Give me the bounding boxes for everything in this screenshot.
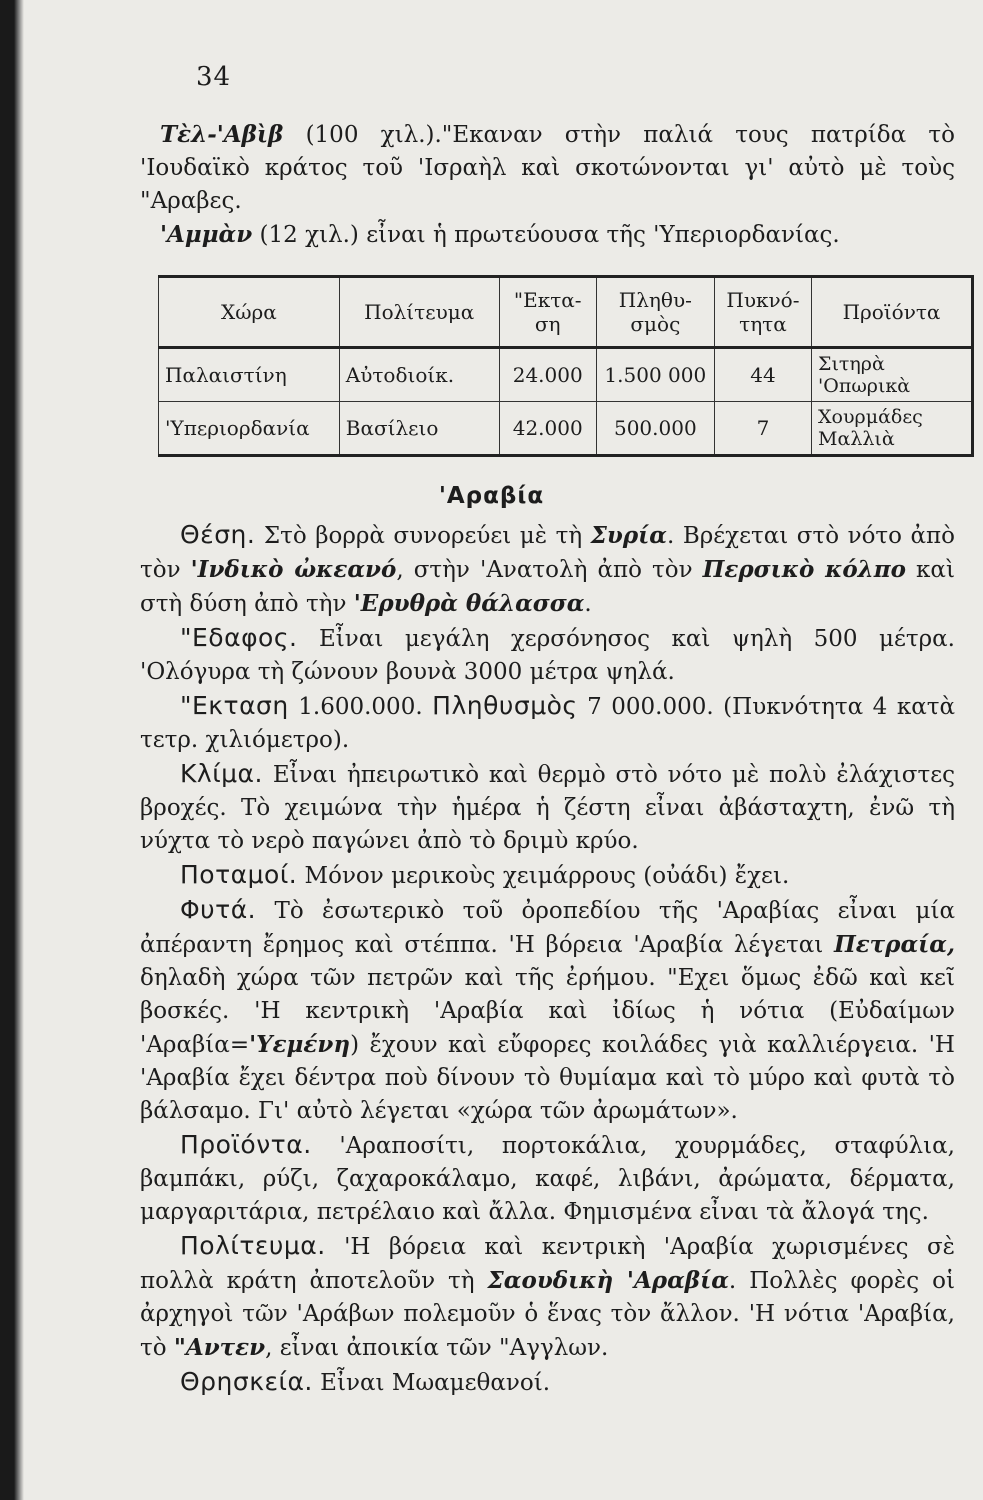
paragraph-heading: Ποταμοί. — [180, 860, 298, 889]
header-products: Προϊόντα — [812, 277, 973, 348]
paragraph-heading: "Εδαφος. — [180, 623, 298, 652]
header-area: "Εκτα- ση — [499, 277, 596, 348]
cell-country: 'Υπεριορδανία — [159, 402, 340, 456]
intro-term-telaviv: Τὲλ-'Αβὶβ — [160, 121, 284, 148]
paragraph — [140, 1229, 955, 1365]
cell-country: Παλαιστίνη — [159, 348, 340, 402]
intro-text-amman: (12 χιλ.) εἶναι ἡ πρωτεύουσα τῆς 'Υπεριορδανίας. — [252, 222, 840, 248]
paragraph-text: Εἶναι μεγάλη χερσόνησος καὶ ψηλὴ 500 μέτρα. 'Ολόγυρα τὴ ζώνουν βουνὰ 3000 μέτρα ψηλά. — [140, 626, 955, 685]
emphasized-term: Σαουδικὴ 'Αραβία — [487, 1267, 729, 1294]
paragraph-heading: Κλίμα. — [180, 759, 263, 788]
header-population: Πληθυ- σμὸς — [596, 277, 714, 348]
inline-heading: Πληθυσμὸς — [432, 691, 578, 720]
cell-products: Σιτηρὰ 'Οπωρικὰ — [812, 348, 973, 402]
cell-density: 44 — [714, 348, 811, 402]
cell-population: 1.500 000 — [596, 348, 714, 402]
emphasized-term: 'Ερυθρὰ θάλασσα — [353, 590, 585, 617]
emphasized-term: Πετραία, — [833, 931, 955, 958]
paragraph-text: 'Η βόρεια καὶ κεντρικὴ 'Αραβία χωρισμένες σὲ πολλὰ κράτη ἀποτελοῦν τὴ — [140, 1234, 955, 1294]
paragraph-text: , στὴν 'Ανατολὴ ἀπὸ τὸν — [396, 557, 703, 583]
cell-products: Χουρμάδες Μαλλιὰ — [812, 402, 973, 456]
paragraph-text: . — [584, 591, 592, 617]
emphasized-term: 'Ινδικὸ ὠκεανό — [190, 556, 397, 583]
paragraph-text: Εἶναι ἠπειρωτικὸ καὶ θερμὸ στὸ νότο μὲ πολὺ ἐλάχιστες βροχές. Τὸ χειμώνα τὴν ἡμέρα ἡ ζέστη εἶναι ἀβάσταχτη, ἐνῶ τὴ νύχτα τὸ νερὸ παγώνει ἀπὸ τὸ δριμὺ κρύο. — [140, 762, 955, 854]
cell-area: 42.000 — [499, 402, 596, 456]
section-title: 'Αραβία — [438, 483, 545, 509]
intro-text-telaviv: (100 χιλ.)."Εκαναν στὴν παλιά τους πατρίδα τὸ 'Ιουδαϊκὸ κράτος τοῦ 'Ισραὴλ καὶ σκοτώνονται γι' αὐτὸ μὲ τοὺς "Αραβες. — [140, 122, 955, 214]
paragraph — [140, 689, 955, 757]
header-regime: Πολίτευμα — [339, 277, 499, 348]
intro-term-amman: 'Αμμὰν — [160, 221, 253, 248]
emphasized-term: "Αντεν — [173, 1334, 266, 1361]
paragraph — [140, 518, 955, 621]
paragraph — [140, 621, 955, 689]
scan-edge-shadow — [0, 0, 24, 1500]
paragraph-text: . Βρέχεται στὸ νότο ἀπὸ τὸν — [140, 523, 956, 583]
cell-regime: Βασίλειο — [339, 402, 499, 456]
header-density: Πυκνό- τητα — [714, 277, 811, 348]
emphasized-term: 'Υεμένη — [249, 1031, 351, 1058]
paragraph-text: Τὸ ἐσωτερικὸ τοῦ ὀροπεδίου τῆς 'Αραβίας εἶναι μία ἀπέραντη ἔρημος καὶ στέππα. 'Η βόρεια 'Αραβία λέγεται — [140, 898, 955, 958]
table-row — [159, 402, 973, 456]
paragraph-text: 7 000.000. (Πυκνότητα 4 κατὰ τετρ. χιλιόμετρο). — [140, 694, 955, 753]
cell-density: 7 — [714, 402, 811, 456]
paragraph — [140, 1365, 955, 1400]
cell-population: 500.000 — [596, 402, 714, 456]
intro-paragraph-telaviv — [140, 118, 955, 218]
paragraph — [140, 1128, 955, 1229]
paragraph — [140, 893, 955, 1128]
paragraph-text: . Πολλὲς φορὲς οἱ ἀρχηγοὶ τῶν 'Αράβων πολεμοῦν ὁ ἕνας τὸν ἄλλον. 'Η νότια 'Αραβία, τὸ — [140, 1268, 956, 1361]
paragraph-text: δηλαδὴ χώρα τῶν πετρῶν καὶ τῆς ἐρήμου. "Εχει ὅμως ἐδῶ καὶ κεῖ βοσκές. 'Η κεντρικὴ 'Αραβία καὶ ἰδίως ἡ νότια (Εὐδαίμων 'Αραβία= — [140, 965, 955, 1058]
arabia-body-text — [140, 518, 955, 1400]
paragraph-text: Εἶναι Μωαμεθανοί. — [312, 1370, 551, 1396]
paragraph-heading: Φυτά. — [180, 895, 257, 924]
paragraph-text: Στὸ βορρὰ συνορεύει μὲ τὴ — [255, 523, 591, 549]
emphasized-term: Συρία — [590, 522, 667, 549]
intro-text — [140, 118, 955, 252]
paragraph-text: 1.600.000. — [288, 694, 433, 720]
paragraph-text: Μόνον μερικοὺς χειμάρρους (οὐάδι) ἔχει. — [297, 863, 790, 889]
cell-area: 24.000 — [499, 348, 596, 402]
paragraph-text: καὶ στὴ δύση ἀπὸ τὴν — [140, 557, 955, 617]
paragraph — [140, 757, 955, 858]
cell-regime: Αὐτοδιοίκ. — [339, 348, 499, 402]
paragraph-heading: Θέση. — [180, 520, 256, 549]
table-row — [159, 348, 973, 402]
intro-paragraph-amman — [140, 218, 955, 252]
paragraph-heading: Προϊόντα. — [180, 1130, 312, 1159]
paragraph-text: , εἶναι ἀποικία τῶν "Αγγλων. — [265, 1335, 609, 1361]
paragraph-heading: Πολίτευμα. — [180, 1231, 326, 1260]
header-country: Χώρα — [159, 277, 340, 348]
paragraph-text: 'Αραποσίτι, πορτοκάλια, χουρμάδες, σταφύλια, βαμπάκι, ρύζι, ζαχαροκάλαμο, καφέ, λιβάνι, ἀρώματα, δέρματα, μαργαριτάρια, πετρέλαιο καὶ ἄλλα. Φημισμένα εἶναι τὰ ἄλογά της. — [140, 1133, 955, 1225]
table-header-row — [159, 277, 973, 348]
countries-table — [158, 275, 974, 457]
paragraph-text: ) ἔχουν καὶ εὔφορες κοιλάδες γιὰ καλλιέργεια. 'Η 'Αραβία ἔχει δέντρα ποὺ δίνουν τὸ θυμίαμα καὶ τὸ μύρο καὶ φυτὰ τὸ βάλσαμο. Γι' αὐτὸ λέγεται «χώρα τῶν ἀρωμάτων». — [140, 1032, 955, 1124]
emphasized-term: Περσικὸ κόλπο — [702, 556, 906, 583]
page-number: 34 — [196, 62, 232, 92]
paragraph — [140, 858, 955, 893]
paragraph-heading: Θρησκεία. — [180, 1367, 313, 1396]
paragraph-heading: "Εκταση — [180, 691, 289, 720]
